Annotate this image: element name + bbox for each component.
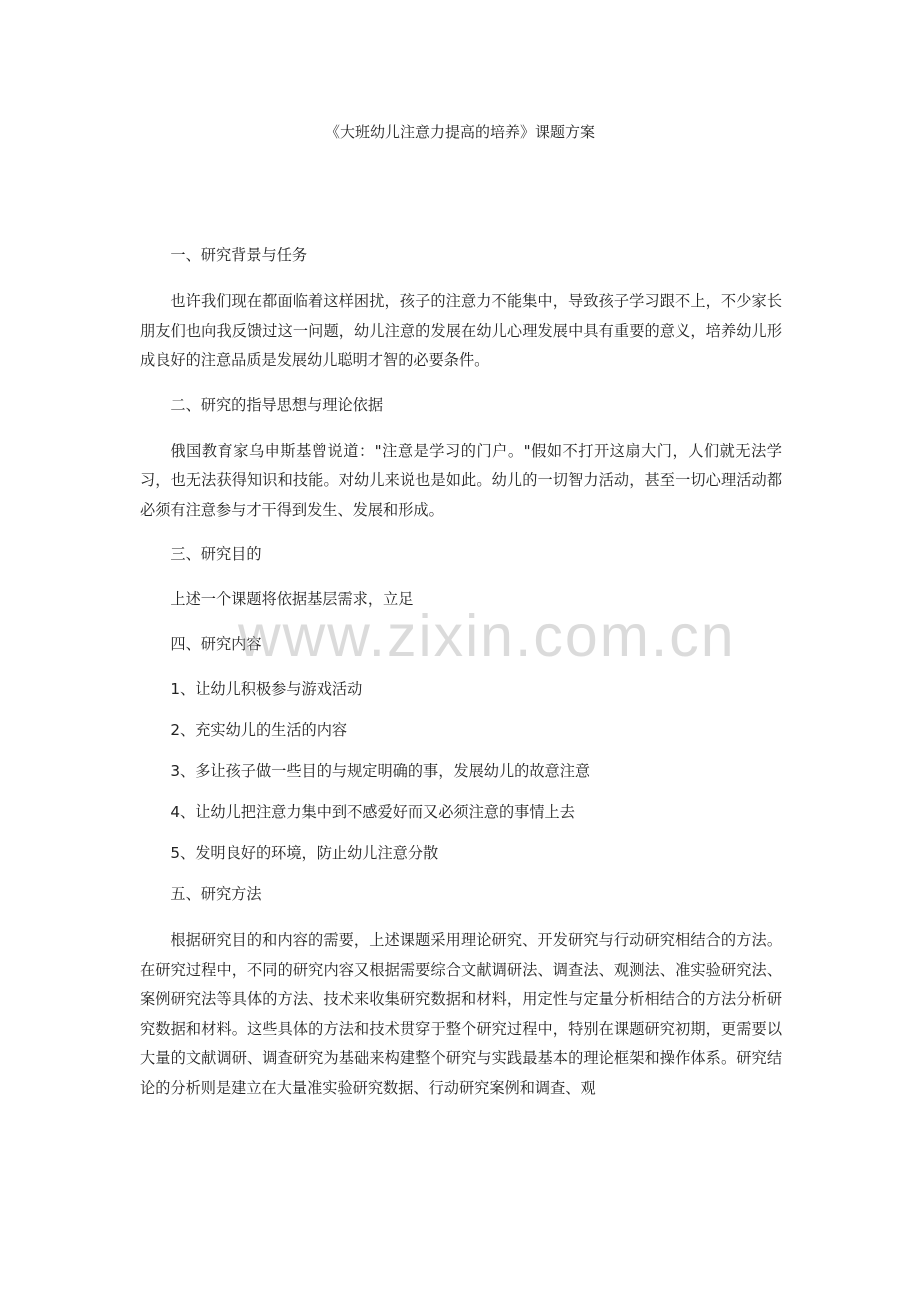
section-heading-background: 一、研究背景与任务 xyxy=(170,246,308,264)
list-item: 5、发明良好的环境，防止幼儿注意分散 xyxy=(170,844,439,862)
list-item: 4、让幼儿把注意力集中到不感爱好而又必须注意的事情上去 xyxy=(170,803,575,821)
paragraph-methods: 根据研究目的和内容的需要，上述课题采用理论研究、开发研究与行动研究相结合的方法。在研究过程中，不同的研究内容又根据需要综合文献调研法、调查法、观测法、准实验研究法、案例研究法等具体的方法、技术来收集研究数据和材料，用定性与定量分析相结合的方法分析研究数据和材料。这些具体的方法和技术贯穿于整个研究过程中，特别在课题研究初期，更需要以大量的文献调研、调查研究为基础来构建整个研究与实践最基本的理论框架和操作体系。研究结论的分析则是建立在大量准实验研究数据、行动研究案例和调查、观 xyxy=(140,931,782,1097)
list-item: 2、充实幼儿的生活的内容 xyxy=(170,721,348,739)
section-heading-guiding-ideas: 二、研究的指导思想与理论依据 xyxy=(170,395,384,414)
list-item: 3、多让孩子做一些目的与规定明确的事，发展幼儿的故意注意 xyxy=(170,762,591,780)
watermark-text: www.zixin.com.cn xyxy=(238,603,736,669)
paragraph-theory: 俄国教育家乌申斯基曾说道："注意是学习的门户。"假如不打开这扇大门，人们就无法学习，也无法获得知识和技能。对幼儿来说也是如此。幼儿的一切智力活动，甚至一切心理活动都必须有注意参与才干得到发生、发展和形成。 xyxy=(140,441,782,519)
list-item: 1、让幼儿积极参与游戏活动 xyxy=(170,680,363,698)
paragraph-purpose: 上述一个课题将依据基层需求，立足 xyxy=(170,590,414,608)
paragraph-background: 也许我们现在都面临着这样困扰，孩子的注意力不能集中，导致孩子学习跟不上，不少家长朋友们也向我反馈过这一问题，幼儿注意的发展在幼儿心理发展中具有重要的意义，培养幼儿形成良好的注意品质是发展幼儿聪明才智的必要条件。 xyxy=(140,292,782,369)
document-body xyxy=(140,242,782,1119)
section-heading-purpose: 三、研究目的 xyxy=(170,545,262,563)
section-heading-content: 四、研究内容 xyxy=(170,635,262,653)
document-title: 《大班幼儿注意力提高的培养》课题方案 xyxy=(324,123,595,141)
section-heading-methods: 五、研究方法 xyxy=(170,885,262,903)
